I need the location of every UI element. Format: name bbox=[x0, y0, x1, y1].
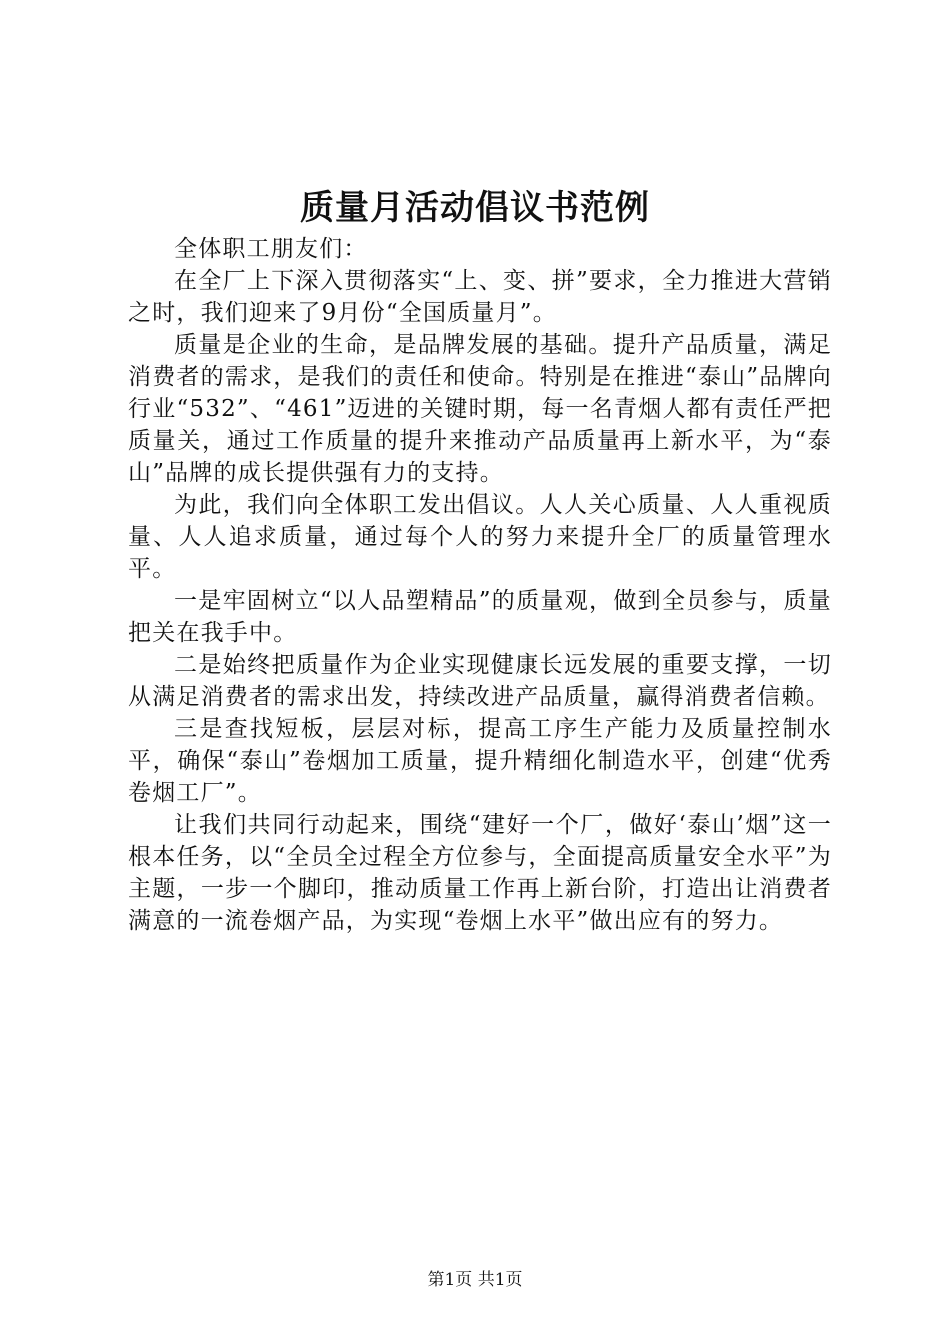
document-title: 质量月活动倡议书范例 bbox=[300, 188, 650, 228]
paragraph-quality-importance: 质量是企业的生命，是品牌发展的基础。提升产品质量，满足消费者的需求，是我们的责任和使命。特别是在推进“泰山”品牌向行业“532”、“461”迈进的关键时期，每一名青烟人都有责任严把质量关，通过工作质量的提升来推动产品质量再上新水平，为“泰山”品牌的成长提供强有力的支持。 bbox=[128, 332, 832, 486]
paragraph-point-one: 一是牢固树立“以人品塑精品”的质量观，做到全员参与，质量把关在我手中。 bbox=[128, 588, 832, 646]
paragraph-closing: 让我们共同行动起来，围绕“建好一个厂，做好‘泰山’烟”这一根本任务，以“全员全过程全方位参与，全面提高质量安全水平”为主题，一步一个脚印，推动质量工作再上新台阶，打造出让消费者满意的一流卷烟产品，为实现“卷烟上水平”做出应有的努力。 bbox=[128, 812, 832, 934]
paragraph-proposal: 为此，我们向全体职工发出倡议。人人关心质量、人人重视质量、人人追求质量，通过每个人的努力来提升全厂的质量管理水平。 bbox=[128, 492, 832, 582]
paragraph-intro: 在全厂上下深入贯彻落实“上、变、拼”要求，全力推进大营销之时，我们迎来了9月份“全国质量月”。 bbox=[128, 268, 832, 326]
page-number-footer: 第1页 共1页 bbox=[427, 1270, 523, 1290]
paragraph-point-three: 三是查找短板，层层对标，提高工序生产能力及质量控制水平，确保“泰山”卷烟加工质量，提升精细化制造水平，创建“优秀卷烟工厂”。 bbox=[128, 716, 832, 806]
salutation: 全体职工朋友们： bbox=[174, 236, 368, 262]
document-body bbox=[128, 233, 832, 937]
paragraph-point-two: 二是始终把质量作为企业实现健康长远发展的重要支撑，一切从满足消费者的需求出发，持续改进产品质量，赢得消费者信赖。 bbox=[128, 652, 832, 710]
